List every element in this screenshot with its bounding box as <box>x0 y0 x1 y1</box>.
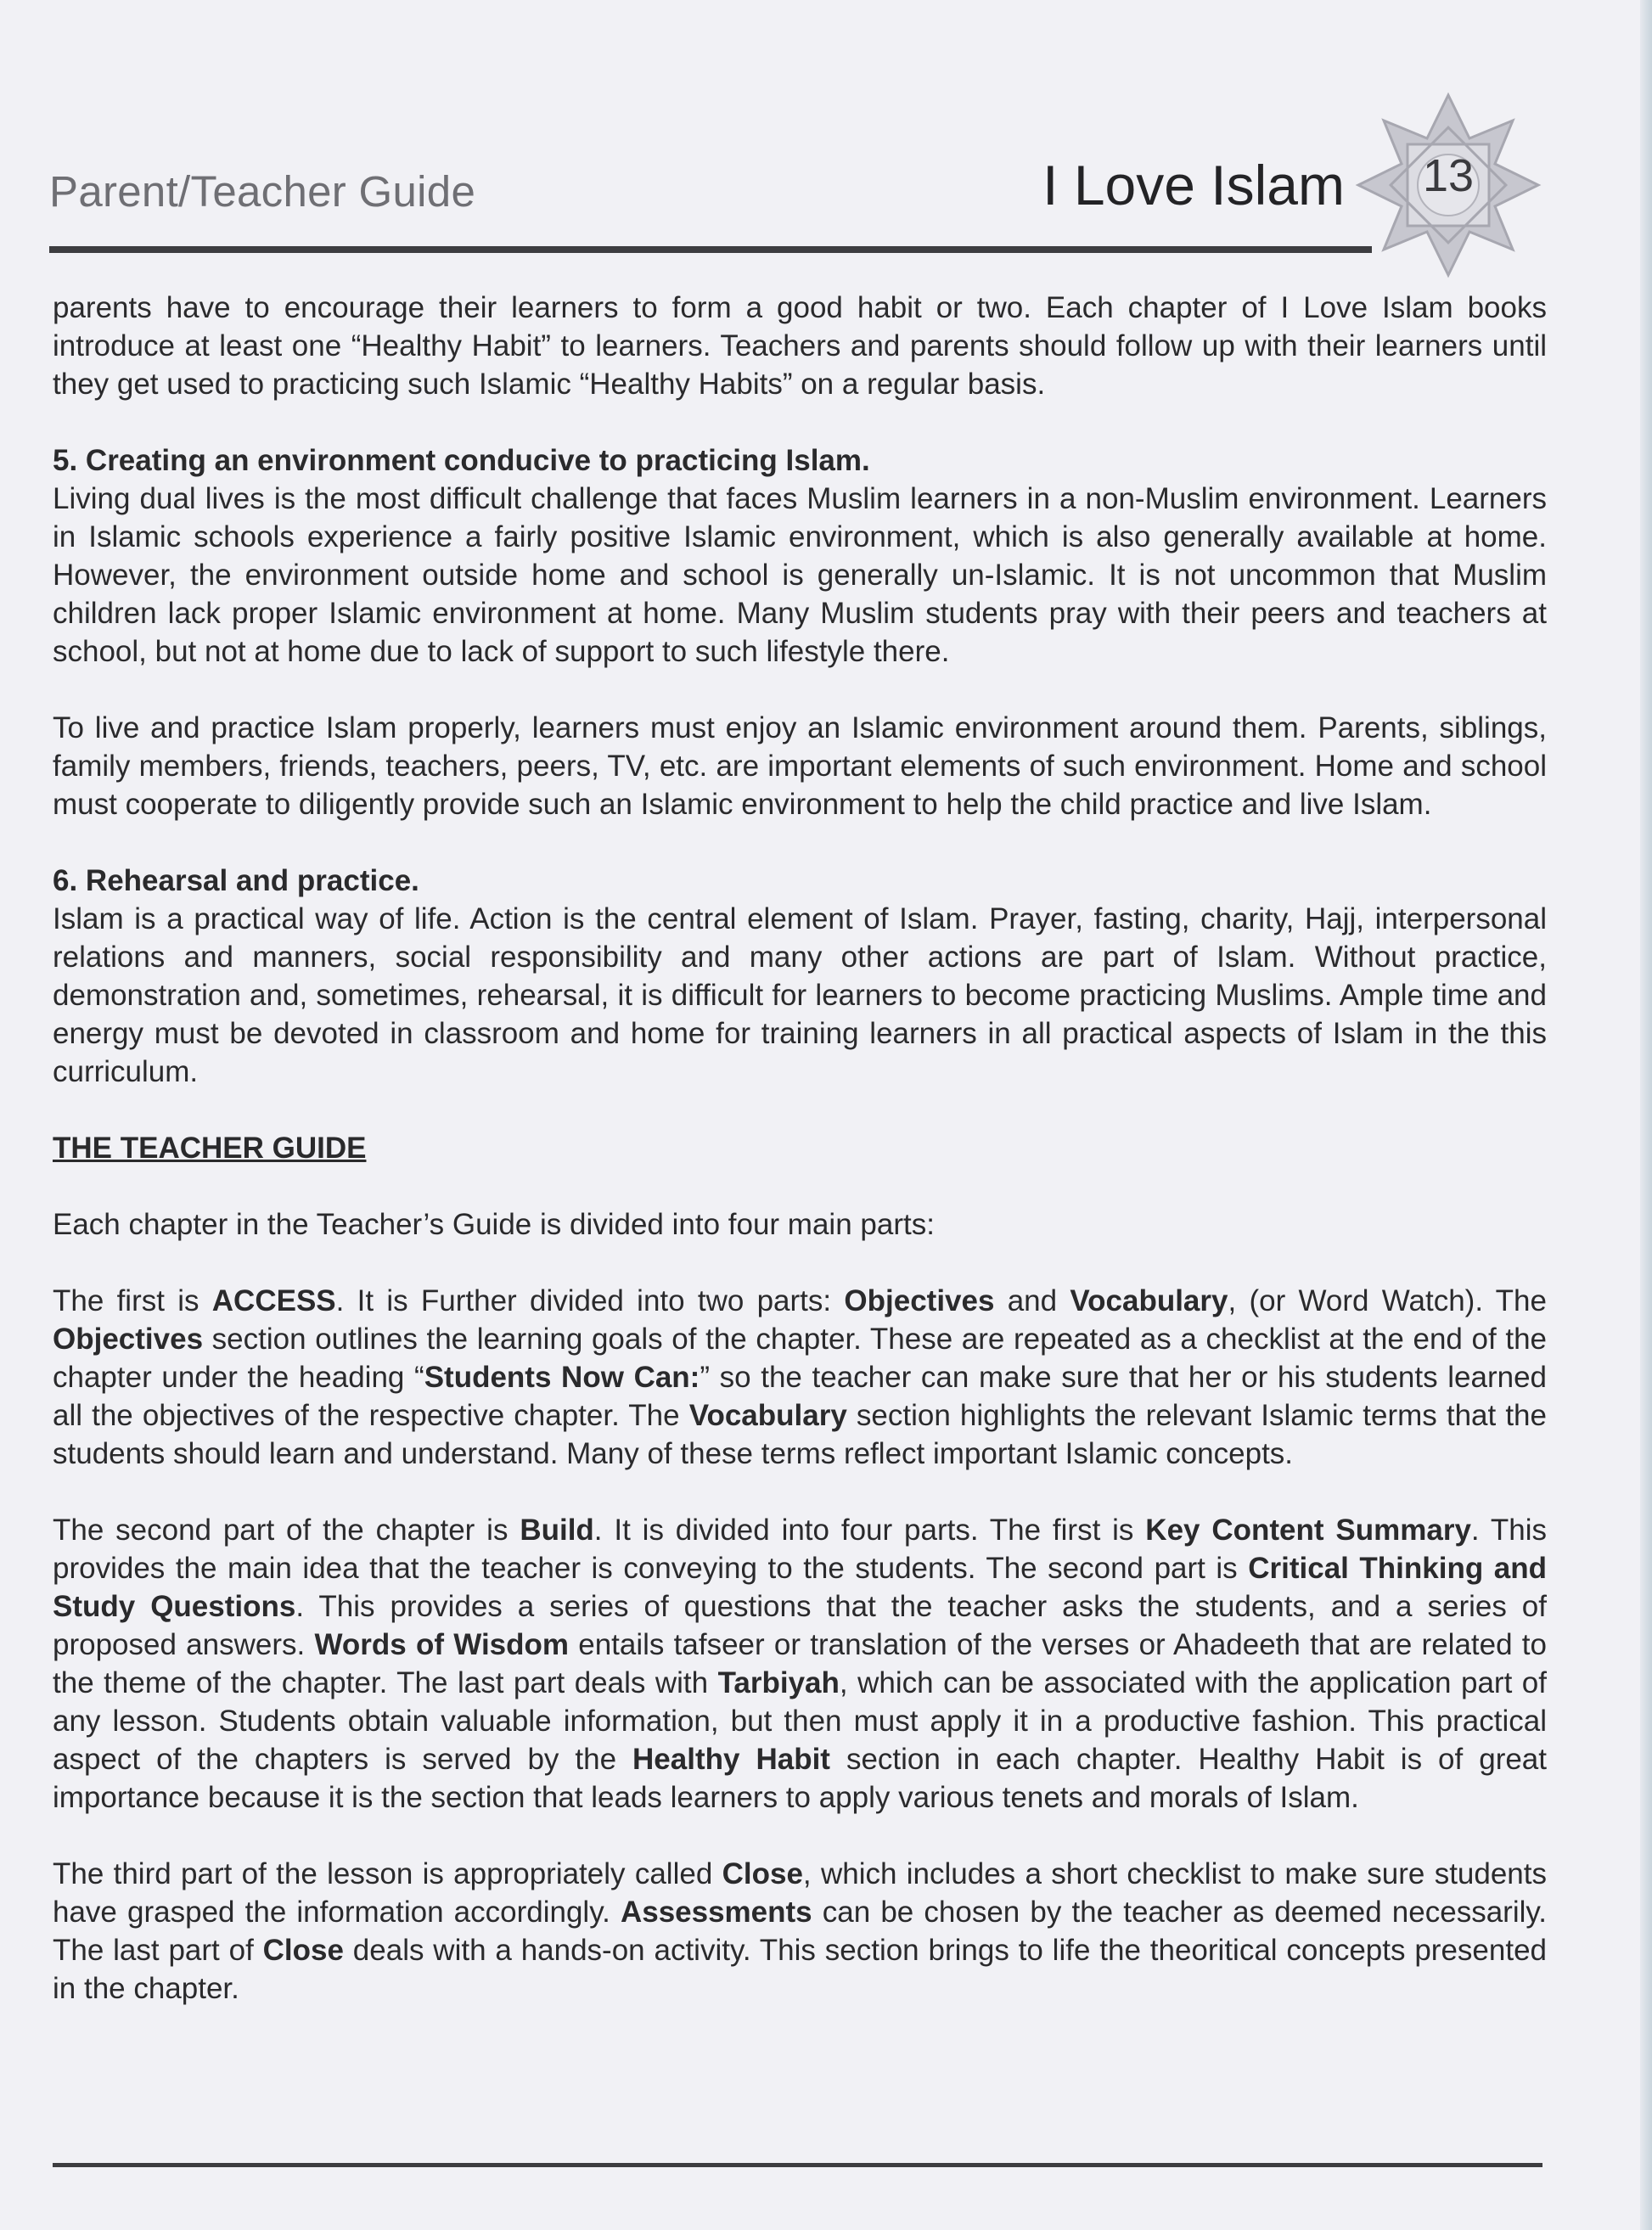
access-text-4: , (or Word Watch). The <box>1228 1284 1547 1317</box>
build-bold-1: Build <box>520 1514 594 1547</box>
access-text-2: . It is Further divided into two parts: <box>335 1284 845 1317</box>
intro-paragraph: parents have to encourage their learners to form a good habit or two. Each chapter of I Love Islam books introduce at least one “Healthy Habit” to learners. Teachers and parents should follow up with their learners until they get used to practicing such Islamic “Healthy Habits” on a regular basis. <box>53 291 1547 401</box>
build-bold-4: Words of Wisdom <box>314 1628 570 1661</box>
page-body <box>53 289 1547 2008</box>
build-bold-3: Critical Thinking and Study Questions <box>53 1552 1547 1623</box>
access-text-3: and <box>994 1284 1070 1317</box>
build-text-2: . It is divided into four parts. The first is <box>593 1514 1146 1547</box>
section-5-paragraph-2: To live and practice Islam properly, learners must enjoy an Islamic environment around them. Parents, siblings, family members, friends, teachers, peers, TV, etc. are important elements of such environment. Home and school must cooperate to diligently provide such an Islamic environment to help the child practice and live Islam. <box>53 711 1547 821</box>
build-text-3: . This provides the main idea that the teacher is conveying to the students. The second part is <box>53 1514 1547 1585</box>
book-title: I Love Islam <box>1042 154 1345 216</box>
build-text-1: The second part of the chapter is <box>53 1514 520 1547</box>
close-bold-3: Close <box>262 1934 344 1967</box>
access-text-5: section outlines the learning goals of the chapter. These are repeated as a checklist at the end of the chapter under the heading “ <box>53 1323 1547 1394</box>
access-text-1: The first is <box>53 1284 212 1317</box>
access-bold-6: Vocabulary <box>688 1399 847 1432</box>
access-text-7: section highlights the relevant Islamic terms that the students should learn and understand. Many of these terms reflect important Islamic concepts. <box>53 1399 1547 1470</box>
guide-title: Parent/Teacher Guide <box>49 167 476 216</box>
close-bold-1: Close <box>722 1857 803 1890</box>
section-5-heading: 5. Creating an environment conducive to practicing Islam. <box>53 444 870 477</box>
close-text-4: deals with a hands-on activity. This section brings to life the theoritical concepts presented in the chapter. <box>53 1934 1547 2005</box>
access-text-6: ” so the teacher can make sure that her or his students learned all the objectives of the respective chapter. The <box>53 1361 1547 1432</box>
build-text-5: entails tafseer or translation of the verses or Ahadeeth that are related to the theme of the chapter. The last part deals with <box>53 1628 1547 1699</box>
teacher-guide-heading: THE TEACHER GUIDE <box>53 1132 367 1165</box>
access-bold-3: Vocabulary <box>1070 1284 1228 1317</box>
page-edge <box>1640 0 1652 2230</box>
build-text-4: . This provides a series of questions that the teacher asks the students, and a series of proposed answers. <box>53 1590 1548 1661</box>
access-bold-4: Objectives <box>53 1323 204 1356</box>
close-text-3: can be chosen by the teacher as deemed necessarily. The last part of <box>53 1896 1547 1967</box>
access-bold-1: ACCESS <box>211 1284 336 1317</box>
build-text-6: , which can be associated with the application part of any lesson. Students obtain valuable information, but then must apply it in a productive fashion. This practical aspect of the chapters is served by the <box>53 1666 1547 1776</box>
teacher-guide-intro: Each chapter in the Teacher’s Guide is divided into four main parts: <box>53 1208 935 1241</box>
build-paragraph <box>53 1511 1547 1817</box>
access-bold-5: Students Now Can: <box>424 1361 700 1394</box>
close-bold-2: Assessments <box>620 1896 812 1929</box>
close-paragraph <box>53 1855 1547 2008</box>
section-5-paragraph-1: Living dual lives is the most difficult challenge that faces Muslim learners in a non-Muslim environment. Learners in Islamic schools experience a fairly positive Islamic environment, which is also generally available at home. However, the environment outside home and school is generally un-Islamic. It is not uncommon that Muslim children lack proper Islamic environment at home. Many Muslim students pray with their peers and teachers at school, but not at home due to lack of support to such lifestyle there. <box>53 482 1547 668</box>
build-text-7: section in each chapter. Healthy Habit is of great importance because it is the section that leads learners to apply various tenets and morals of Islam. <box>53 1743 1548 1814</box>
section-6-paragraph: Islam is a practical way of life. Action is the central element of Islam. Prayer, fasting, charity, Hajj, interpersonal relations and manners, social responsibility and many other actions are part of Islam. Without practice, demonstration and, sometimes, rehearsal, it is difficult for learners to become practicing Muslims. Ample time and energy must be devoted in classroom and home for training learners in all practical aspects of Islam in the this curriculum. <box>53 902 1547 1088</box>
build-bold-6: Healthy Habit <box>632 1743 830 1776</box>
access-bold-2: Objectives <box>844 1284 995 1317</box>
footer-divider <box>53 2163 1542 2167</box>
close-text-1: The third part of the lesson is appropriately called <box>53 1857 722 1890</box>
build-bold-2: Key Content Summary <box>1145 1514 1471 1547</box>
section-6-heading: 6. Rehearsal and practice. <box>53 864 419 897</box>
build-bold-5: Tarbiyah <box>717 1666 840 1699</box>
header-divider <box>49 246 1372 253</box>
page-header <box>0 0 1652 272</box>
access-paragraph <box>53 1282 1547 1473</box>
page-number: 13 <box>1422 150 1475 201</box>
close-text-2: , which includes a short checklist to make sure students have grasped the information accordingly. <box>53 1857 1548 1929</box>
